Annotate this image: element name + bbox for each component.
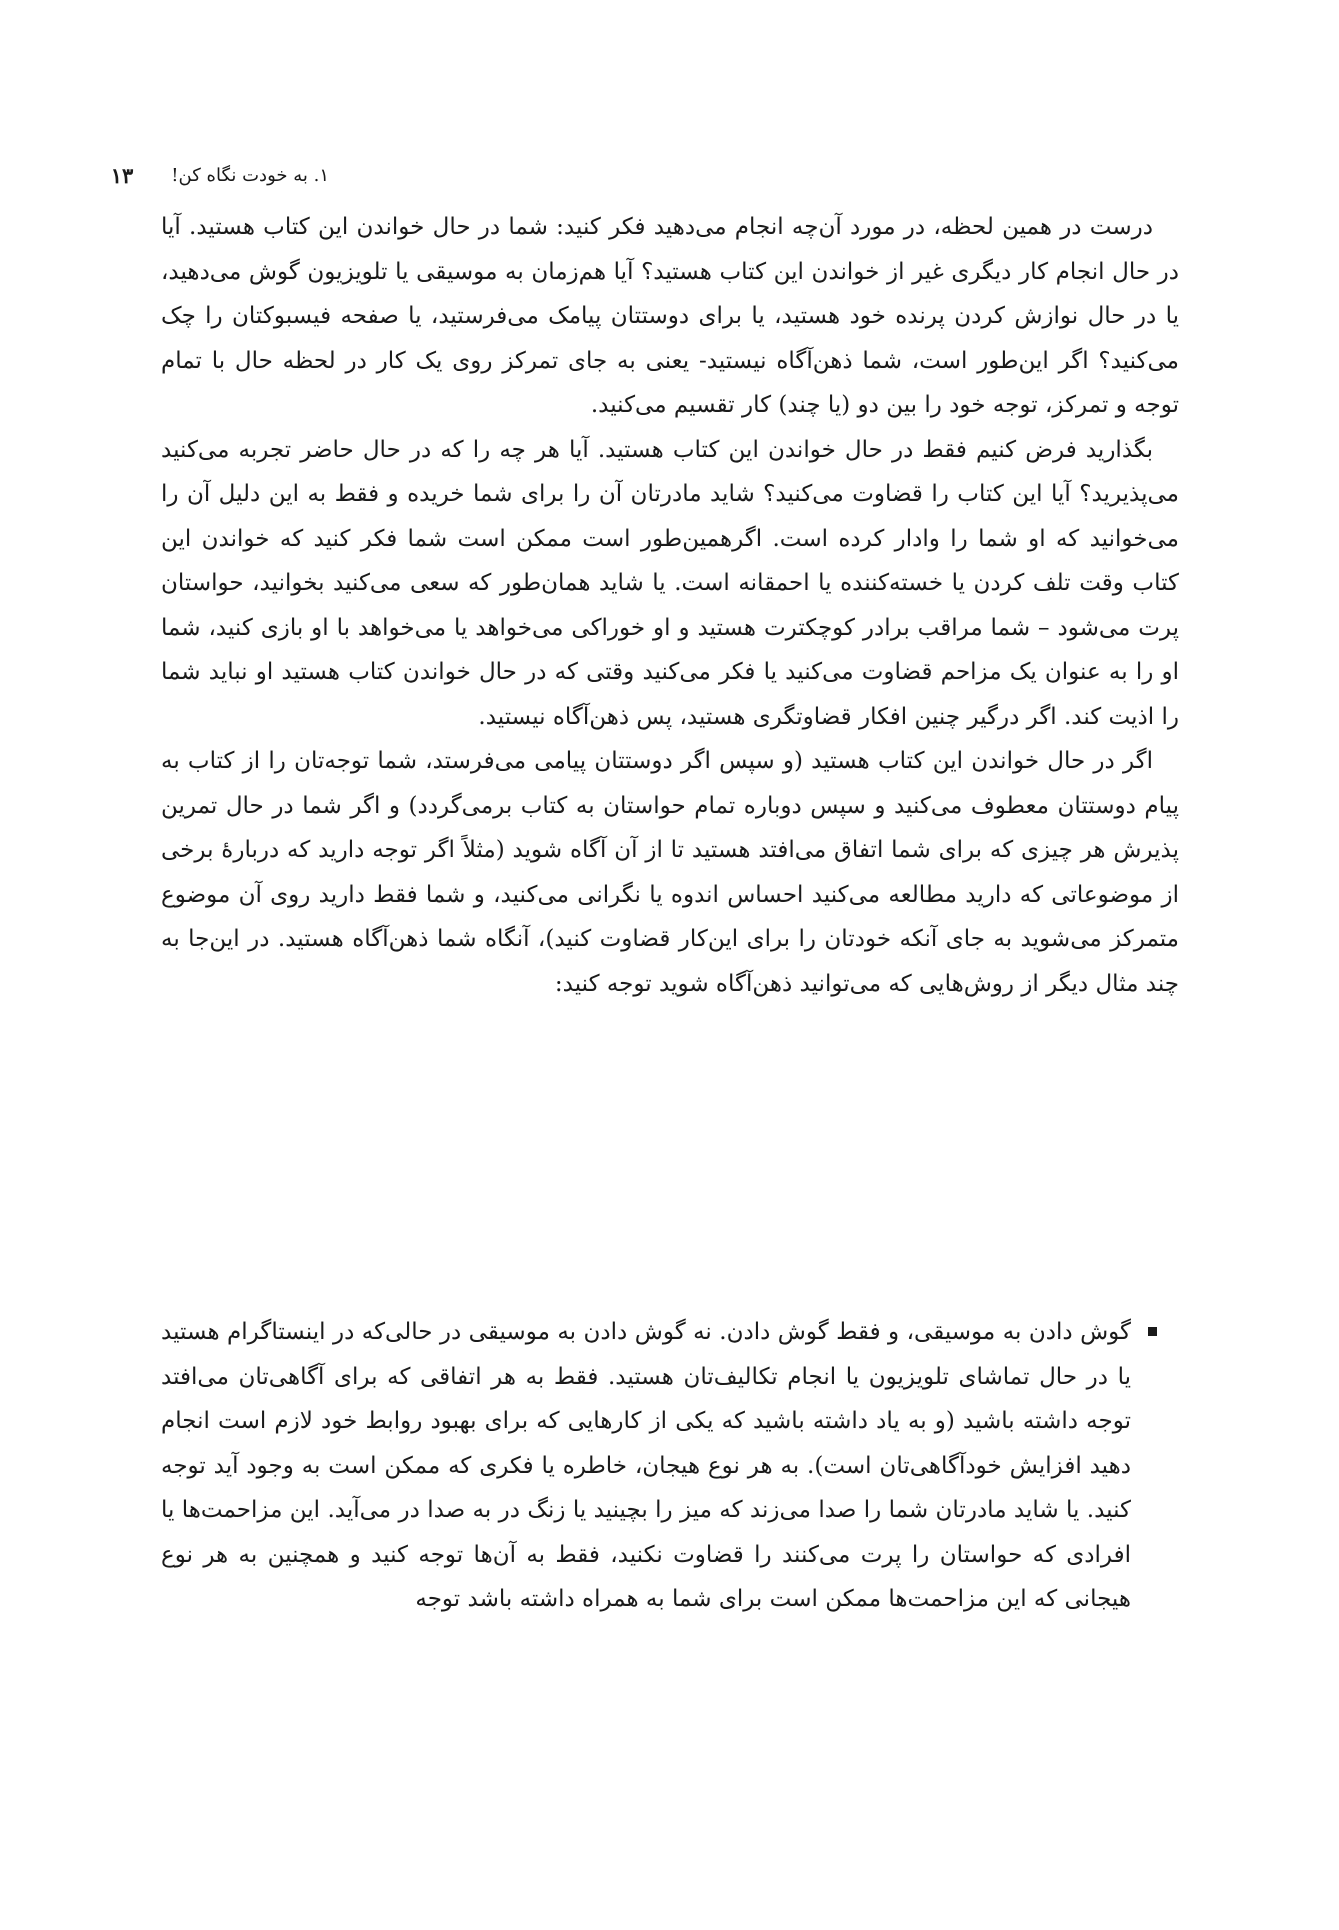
paragraph: بگذارید فرض کنیم فقط در حال خواندن این کتاب هستید. آیا هر چه را که در حال حاضر تجربه می‌کنید می‌پذیرید؟ آیا این کتاب را قضاوت می‌کنید؟ شاید مادرتان آن را برای شما خریده و فقط به این دلیل آن را می‌خوانید که او شما را وادار کرده است. اگرهمین‌طور است ممکن است شما فکر کنید که خواندن این کتاب وقت تلف کردن یا خسته‌کننده یا احمقانه است. یا شاید همان‌طور که سعی می‌کنید بخوانید، حواستان پرت می‌شود – شما مراقب برادر کوچکترت هستید و او خوراکی می‌خواهد یا می‌خواهد با او بازی کنید، شما او را به عنوان یک مزاحم قضاوت می‌کنید یا فکر می‌کنید وقتی که در حال خواندن کتاب هستید او نباید شما را اذیت کند. اگر درگیر چنین افکار قضاوتگری هستید، پس ذهن‌آگاه نیستید. — [161, 436, 1179, 730]
paragraph: اگر در حال خواندن این کتاب هستید (و سپس اگر دوستتان پیامی می‌فرستد، شما توجه‌تان را از کتاب به پیام دوستتان معطوف می‌کنید و سپس دوباره تمام حواستان به کتاب برمی‌گردد) و اگر شما در حال تمرین پذیرش هر چیزی که برای شما اتفاق می‌افتد هستید تا از آن آگاه شوید (مثلاً اگر توجه دارید که دربارهٔ برخی از موضوعاتی که دارید مطالعه می‌کنید احساس اندوه یا نگرانی می‌کنید، و شما فقط دارید روی آن موضوع متمرکز می‌شوید به جای آنکه خودتان را برای این‌کار قضاوت کنید)، آنگاه شما ذهن‌آگاه هستید. در این‌جا به چند مثال دیگر از روش‌هایی که می‌توانید ذهن‌آگاه شوید توجه کنید: — [161, 748, 1179, 997]
chapter-title: ۱. به خودت نگاه کن! — [171, 164, 329, 186]
running-header — [110, 160, 329, 190]
square-bullet-icon — [1148, 1327, 1157, 1336]
list-item — [161, 1310, 1131, 1622]
bullet-list — [161, 1310, 1131, 1622]
list-item-text: گوش دادن به موسیقی، و فقط گوش دادن. نه گوش دادن به موسیقی در حالی‌که در اینستاگرام هستید یا در حال تماشای تلویزیون یا انجام تکالیف‌تان هستید. فقط به هر اتفاقی که برای آگاهی‌تان می‌افتد توجه داشته باشید (و به یاد داشته باشید که یکی از کارهایی که برای بهبود روابط خود لازم است انجام دهید افزایش خودآگاهی‌تان است). به هر نوع هیجان، خاطره یا فکری که ممکن است به وجود آید توجه کنید. یا شاید مادرتان شما را صدا می‌زند که میز را بچینید یا زنگ در به صدا در می‌آید. این مزاحمت‌ها یا افرادی که حواستان را پرت می‌کنند را قضاوت نکنید، فقط به آن‌ها توجه کنید و همچنین به هر نوع هیجانی که این مزاحمت‌ها ممکن است برای شما به همراه داشته باشد توجه — [161, 1319, 1131, 1612]
paragraph: درست در همین لحظه، در مورد آن‌چه انجام می‌دهید فکر کنید: شما در حال خواندن این کتاب هستید. آیا در حال انجام کار دیگری غیر از خواندن این کتاب هستید؟ آیا هم‌زمان به موسیقی یا تلویزیون گوش می‌دهید، یا در حال نوازش کردن پرنده خود هستید، یا برای دوستتان پیامک می‌فرستید، یا صفحه فیسبوکتان را چک می‌کنید؟ اگر این‌طور است، شما ذهن‌آگاه نیستید- یعنی به جای تمرکز روی یک کار در لحظه حال با تمام توجه و تمرکز، توجه خود را بین دو (یا چند) کار تقسیم می‌کنید. — [161, 214, 1179, 418]
page-number: ۱۳ — [110, 162, 134, 188]
body-text — [161, 205, 1179, 1006]
